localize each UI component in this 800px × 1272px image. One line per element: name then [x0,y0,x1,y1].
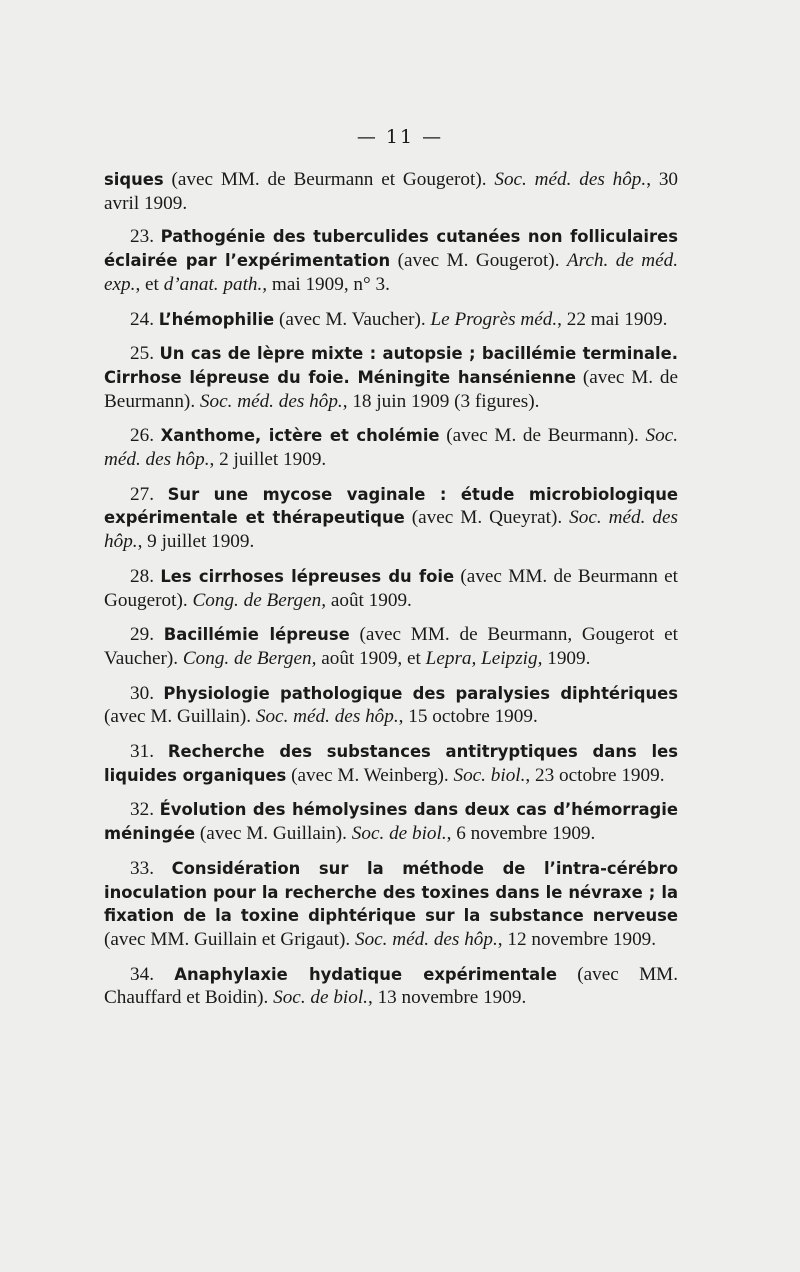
entry-title: Pathogénie des tuberculides cutanées non folliculaires éclairée par l’expérimentation [104,227,678,271]
entry-number: 24. [130,308,159,330]
entry-journal: Soc. méd. des hôp. [494,169,647,190]
entry-authors: (avec MM. de Beurmann et Gougerot). [104,565,679,611]
entry-title: Xanthome, ictère et cholémie [160,426,440,446]
entry-date: , 22 mai 1909. [557,308,668,330]
entry-journal: Cong. de Bergen, [182,647,317,669]
entry-title: Anaphylaxie hydatique expérimentale [174,964,557,984]
entry-title: Un cas de lèpre mixte : autopsie ; bacillémie terminale. Cirrhose lépreuse du foie. Méningite hansénienne [104,344,679,387]
list-item [104,565,678,612]
entry-journal: Soc. méd. des hôp. [255,706,399,728]
entry-title: Physiologie pathologique des paralysies diphtériques [163,683,678,703]
entry-authors: (avec MM. Guillain et Grigaut). [104,928,355,950]
entry-authors: (avec M. de Beurmann). [104,366,678,412]
entry-title: Évolution des hémolysines dans deux cas d’hémorragie méningée [104,800,679,844]
entry-authors: (avec M. Queyrat). [404,507,570,529]
entry-number: 26. [130,425,161,447]
entry-number: 29. [130,624,164,646]
entry-date: , 12 novembre 1909. [497,928,657,950]
entry-number: 23. [130,226,161,248]
entry-journal: Soc. biol. [453,764,526,786]
entry-number: 27. [130,483,168,505]
entry-authors: (avec MM. Chauffard et Boidin). [104,963,678,1009]
list-item [104,342,678,413]
list-item [104,225,678,296]
entry-date: , 2 juillet 1909. [209,449,327,471]
list-item [104,483,678,554]
entry-date: , 23 octobre 1909. [525,764,665,786]
entry-title: Recherche des substances antitryptiques dans les liquides organiques [104,742,679,785]
entry-number: 30. [130,682,164,704]
entry-authors: (avec M. Vaucher). [274,308,431,330]
entry-authors: (avec M. Weinberg). [286,764,454,786]
entry-date: , 15 octobre 1909. [398,706,538,728]
list-item [104,963,678,1010]
entry-number: 32. [130,799,160,821]
list-item [104,168,678,215]
entry-number: 25. [130,343,160,365]
entry-journal-2: d’anat. path., [163,273,268,295]
entry-title: Bacillémie lépreuse [163,625,350,645]
entry-authors: (avec M. de Beurmann). [439,425,646,447]
entry-date: août 1909. [326,589,412,611]
list-item [104,623,678,670]
entry-title: Sur une mycose vaginale : étude microbiologique expérimentale et thérapeutique [104,484,679,528]
bibliography-list [104,168,678,1021]
entry-number: 28. [130,565,161,587]
entry-date: 1909. [542,647,591,669]
entry-title: siques [104,170,164,189]
entry-title: L’hémophilie [158,309,275,329]
entry-journal: Soc. méd. des hôp. [104,425,678,471]
entry-date: , 13 novembre 1909. [367,987,527,1009]
entry-title: Les cirrhoses lépreuses du foie [160,566,455,586]
entry-date: , 6 novembre 1909. [446,823,596,845]
entry-journal: Soc. méd. des hôp. [354,928,498,950]
entry-journal-2: Lepra, Leipzig, [425,647,543,669]
entry-date: , 9 juillet 1909. [137,531,255,553]
list-item [104,740,678,787]
entry-journal: Le Progrès méd. [430,308,558,330]
list-item [104,798,678,845]
entry-number: 33. [130,857,172,879]
entry-journal: Soc. méd. des hôp. [104,507,679,553]
entry-journal: Soc. de biol. [273,987,368,1009]
entry-authors: (avec M. Guillain). [104,706,256,728]
entry-journal: Soc. de biol. [351,823,447,845]
list-item [104,682,678,729]
list-item [104,424,678,471]
entry-authors: (avec M. Gougerot). [390,250,567,272]
list-item [104,857,678,952]
entry-journal: Cong. de Bergen, [192,589,327,611]
entry-date: mai 1909, n° 3. [267,273,390,295]
entry-date: , 30 avril 1909. [104,169,678,214]
entry-number: 34. [130,963,175,985]
entry-authors: (avec M. Guillain). [195,823,352,845]
entry-title: Considération sur la méthode de l’intra-cérébro inoculation pour la recherche des toxines dans le névraxe ; la fixation de la toxine diphtérique sur la substance nerveuse [104,858,679,926]
list-item [104,308,678,332]
entry-number: 31. [130,741,168,763]
entry-journal: Arch. de méd. exp. [104,250,678,295]
entry-journal: Soc. méd. des hôp. [199,390,343,412]
entry-authors: (avec MM. de Beurmann, Gougerot et Vaucher). [104,624,678,669]
entry-connector: août 1909, et [316,647,426,669]
entry-connector: , et [135,273,164,295]
entry-authors: (avec MM. de Beurmann et Gougerot). [163,169,495,190]
page-number: — 11 — [356,126,444,148]
entry-date: , 18 juin 1909 (3 figures). [342,390,540,412]
